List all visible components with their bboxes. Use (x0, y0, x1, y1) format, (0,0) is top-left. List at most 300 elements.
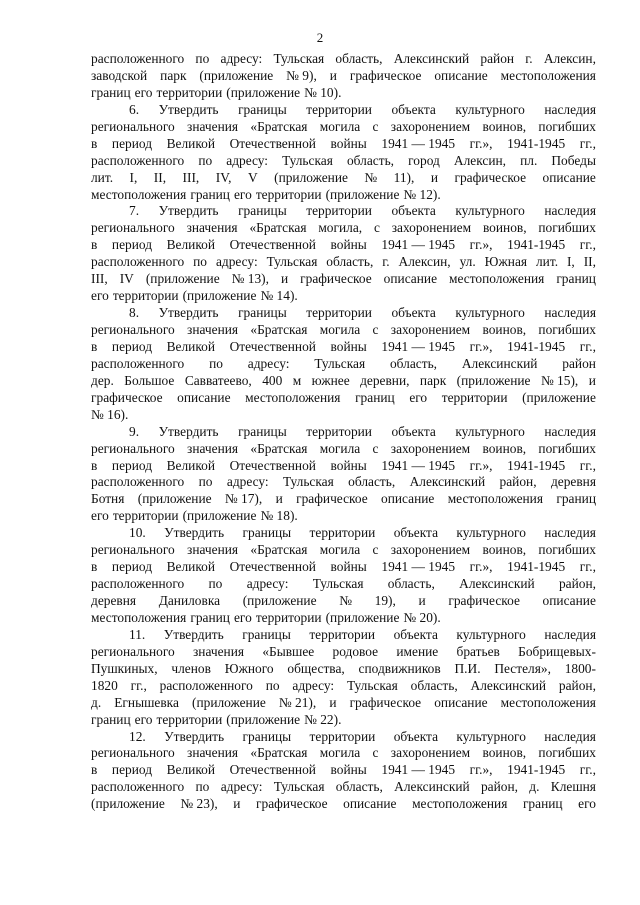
word: область, (326, 254, 374, 270)
word: адресу: (220, 779, 263, 795)
word: регионального (91, 643, 175, 659)
text-line (91, 322, 596, 339)
text-line (91, 85, 596, 102)
word: № 18). (260, 508, 298, 524)
word: Великой (166, 457, 216, 473)
word: Пестеля», (494, 660, 551, 676)
word: область, (410, 677, 458, 693)
word: гг.», (469, 762, 493, 778)
word: наследия (544, 305, 596, 321)
word: 8. (129, 305, 140, 321)
word: адресу: (246, 576, 289, 592)
word: границы (242, 728, 292, 744)
word: (приложение (182, 288, 257, 304)
word: гг.», (469, 559, 493, 575)
word: Великой (166, 762, 216, 778)
word: захоронением (390, 542, 471, 558)
word: с (372, 745, 379, 761)
text-line (91, 424, 596, 441)
word: Утвердить (164, 728, 225, 744)
word: район, (499, 474, 537, 490)
word: захоронением (390, 745, 471, 761)
word: наследия (544, 525, 596, 541)
word: 400 (262, 372, 283, 388)
text-line (91, 441, 596, 458)
word: (приложение (325, 186, 400, 202)
word: лит. (536, 254, 559, 270)
word: деревня (550, 474, 596, 490)
word: № 20). (403, 609, 441, 625)
word: лит. (91, 169, 114, 185)
word: «Братская (249, 220, 307, 236)
word: и (275, 491, 283, 507)
word: погибших (538, 322, 596, 337)
word: расположенного (159, 677, 253, 693)
word: область, (389, 355, 438, 371)
word: войны (330, 338, 367, 354)
word: 1941 — 1945 (381, 457, 456, 473)
text-line (91, 762, 596, 779)
word: I, (129, 169, 138, 185)
word: область, (346, 152, 395, 168)
word: (приложение (325, 609, 400, 625)
word: II, (583, 254, 596, 270)
word: Егнышевка (114, 694, 179, 710)
text-line (91, 491, 596, 508)
word: границы (238, 101, 287, 117)
word: войны (330, 559, 367, 575)
text-line (91, 68, 596, 85)
word: г. (525, 51, 533, 66)
word: территории (112, 508, 179, 524)
word: 1941-1945 (507, 762, 566, 778)
word: адресу: (226, 474, 269, 490)
word: 1941 — 1945 (381, 135, 456, 151)
word: регионального (91, 118, 175, 134)
word: область, (348, 474, 396, 490)
word: Отечественной (229, 237, 316, 253)
word: IV (119, 271, 134, 287)
text-line (91, 170, 596, 187)
word: гг.», (469, 457, 493, 473)
word: членов (171, 660, 211, 676)
word: воинов, (482, 440, 527, 456)
body-text (91, 51, 596, 813)
word: захоронением (390, 440, 471, 456)
text-line (91, 390, 596, 407)
word: захоронением (390, 118, 471, 134)
word: «Братская (250, 118, 308, 134)
word: объекта (391, 101, 436, 117)
word: Савватеево, (184, 372, 252, 388)
text-line (91, 796, 596, 813)
word: графическое (448, 593, 520, 608)
word: регионального (91, 322, 175, 337)
word: в (91, 338, 98, 354)
word: Победы (551, 152, 596, 168)
word: территории (156, 84, 223, 100)
word: по (265, 677, 280, 693)
word: адресу: (247, 355, 290, 371)
word: Отечественной (229, 762, 316, 778)
word: Тульская (266, 254, 318, 270)
word: Утвердить (158, 305, 219, 321)
word: по (195, 51, 210, 66)
word: погибших (538, 440, 596, 456)
word: Великой (166, 338, 216, 354)
text-line (91, 661, 596, 678)
text-line (91, 474, 596, 491)
word: (приложение (91, 796, 165, 812)
word: Алексинский (470, 677, 547, 693)
word: графическое (300, 271, 372, 287)
word: Тульская (273, 779, 325, 795)
word: территории (306, 203, 372, 219)
word: могила (319, 322, 361, 337)
word: и (233, 796, 241, 812)
word: гг.», (469, 338, 493, 354)
text-line (91, 220, 596, 237)
text-line (91, 525, 596, 542)
word: 10. (129, 525, 146, 541)
word: территории (309, 525, 376, 541)
word: (приложение (456, 372, 531, 388)
word: Клешня (550, 779, 596, 795)
word: 1941 — 1945 (381, 559, 456, 575)
word: 7. (129, 203, 140, 219)
word: IV, (215, 169, 232, 185)
word: (приложение (199, 67, 274, 83)
word: Алексинский (394, 779, 470, 795)
word: Пушкиных, (91, 660, 158, 676)
word: гг., (579, 135, 596, 151)
word: границы (242, 525, 292, 541)
word: наследия (544, 101, 596, 117)
word: город (408, 152, 440, 168)
word: братьев (456, 643, 500, 659)
word: войны (330, 457, 367, 473)
word: и (588, 372, 596, 388)
word: по (198, 474, 213, 490)
word: с (372, 440, 379, 456)
word: захоронением (390, 322, 471, 337)
word: местоположения (447, 491, 544, 507)
word: и (329, 67, 337, 83)
word: с (372, 322, 379, 337)
word: его (134, 84, 153, 100)
word: гг., (579, 559, 596, 575)
word: местоположения (412, 796, 508, 812)
word: № 12). (403, 186, 441, 202)
word: в (91, 762, 98, 778)
word: «Братская (250, 542, 308, 558)
word: 6. (129, 101, 140, 117)
text-line (91, 102, 596, 119)
word: 1941-1945 (507, 135, 566, 151)
word: Даниловка (158, 593, 221, 608)
word: значения (186, 220, 238, 236)
word: расположенного (91, 355, 185, 371)
word: пл. (520, 152, 538, 168)
word: район, (558, 576, 596, 592)
word: № 14). (260, 288, 298, 304)
word: 12. (129, 728, 146, 744)
text-line (91, 593, 596, 610)
word: границ (522, 796, 563, 812)
word: границы (238, 203, 287, 219)
text-line (91, 610, 596, 627)
word: описание (177, 389, 231, 405)
word: гг.», (469, 237, 493, 253)
word: 1941 — 1945 (381, 762, 456, 778)
text-line (91, 51, 596, 68)
text-line (91, 729, 596, 746)
text-line (91, 153, 596, 170)
word: расположенного (91, 254, 185, 270)
word: гг., (579, 237, 596, 253)
word: II, (153, 169, 167, 185)
word: погибших (538, 745, 596, 761)
word: с (373, 220, 380, 236)
word: Тульская (312, 576, 364, 592)
text-line (91, 559, 596, 576)
word: территории (255, 186, 322, 202)
word: описание (343, 796, 397, 812)
word: Алексин, (543, 51, 596, 66)
word: описание (434, 694, 488, 710)
word: Утвердить (158, 423, 219, 439)
text-line (91, 779, 596, 796)
word: графическое (349, 694, 422, 710)
word: территории (306, 101, 372, 117)
word: наследия (544, 423, 596, 439)
word: значения (187, 322, 239, 337)
word: воинов, (482, 322, 527, 337)
word: парк (419, 372, 447, 388)
word: г. (382, 254, 390, 270)
word: III, (91, 271, 108, 287)
word: адресу: (292, 677, 335, 693)
word: территории (112, 288, 179, 304)
text-line (91, 695, 596, 712)
word: в (91, 237, 98, 253)
word: его (91, 508, 109, 524)
word: Большое (124, 372, 175, 388)
word: графическое (349, 67, 422, 83)
word: I, (566, 254, 575, 270)
word: по (198, 152, 213, 168)
word: объекта (391, 305, 436, 321)
word: территории (306, 305, 372, 321)
word: адресу: (220, 51, 263, 66)
word: объекта (393, 728, 439, 744)
word: № 21), (278, 694, 317, 710)
word: Великой (166, 135, 216, 151)
word: могила (319, 118, 361, 134)
word: могила (319, 542, 361, 558)
word: войны (330, 135, 367, 151)
word: воинов, (482, 118, 527, 134)
word: регионального (91, 220, 175, 236)
word: воинов, (482, 542, 527, 558)
word: (приложение (145, 271, 220, 287)
word: область, (387, 576, 435, 592)
word: его (233, 186, 252, 202)
word: район (562, 355, 596, 371)
word: период (111, 338, 153, 354)
word: войны (330, 762, 367, 778)
word: Отечественной (229, 559, 316, 575)
word: Тульская (282, 152, 333, 168)
word: могила, (318, 220, 363, 236)
word: культурного (455, 203, 525, 219)
word: графическое (296, 491, 368, 507)
word: объекта (391, 203, 436, 219)
word: 1941-1945 (507, 559, 566, 575)
word: Южная (484, 254, 528, 270)
word: деревня (91, 593, 137, 608)
word: «Братская (250, 440, 308, 456)
word: и (329, 694, 337, 710)
word: район (480, 51, 515, 66)
word: Алексин, (453, 152, 506, 168)
word: по (209, 355, 223, 371)
word: наследия (544, 728, 596, 744)
word: Тульская (283, 474, 334, 490)
word: деревни, (360, 372, 410, 388)
word: период (111, 237, 153, 253)
page-number: 2 (316, 30, 324, 45)
text-line (91, 627, 596, 644)
word: и (418, 593, 426, 608)
word: расположенного (91, 779, 185, 795)
word: 11), (393, 169, 415, 185)
word: описание (542, 593, 596, 608)
word: период (111, 559, 153, 575)
text-line (91, 508, 596, 525)
word: (приложение (274, 169, 348, 185)
text-line (91, 373, 596, 390)
word: описание (383, 271, 438, 287)
word: область, (335, 51, 383, 66)
word: район, (480, 779, 518, 795)
word: наследия (544, 626, 596, 642)
word: Утвердить (163, 626, 224, 642)
word: могила (319, 745, 361, 761)
word: захоронением (391, 220, 472, 236)
word: в (91, 457, 98, 473)
word: его (134, 711, 153, 727)
word: культурного (456, 525, 526, 541)
text-line (91, 187, 596, 204)
word: культурного (456, 626, 526, 642)
word: территории (309, 728, 376, 744)
word: гг., (579, 457, 596, 473)
word: регионального (91, 745, 175, 761)
word: погибших (538, 542, 596, 558)
word: местоположения (91, 186, 187, 202)
word: № 15), (540, 372, 579, 388)
text-line (91, 712, 596, 729)
word: гг., (130, 677, 147, 693)
word: границ (355, 389, 395, 405)
word: адресу: (226, 152, 269, 168)
word: его (233, 609, 252, 625)
word: Алексин, (398, 254, 451, 270)
word: № (339, 593, 352, 608)
word: Великой (166, 237, 216, 253)
word: воинов, (482, 220, 527, 236)
word: ул. (459, 254, 476, 270)
word: № (364, 169, 378, 185)
word: границы (238, 423, 287, 439)
word: 1941 — 1945 (381, 338, 456, 354)
text-line (91, 305, 596, 322)
word: воинов, (482, 745, 527, 761)
word: П.И. (454, 660, 481, 676)
word: (приложение (137, 491, 212, 507)
word: 9. (129, 423, 140, 439)
text-line (91, 356, 596, 373)
word: 1941 — 1945 (381, 237, 456, 253)
word: д. (529, 779, 540, 795)
text-line (91, 644, 596, 661)
word: местоположения (500, 67, 596, 83)
word: могила (319, 440, 361, 456)
word: графическое (454, 169, 527, 185)
word: регионального (91, 440, 175, 456)
word: южнее (311, 372, 350, 388)
word: «Братская (250, 322, 308, 337)
word: № 9), (286, 67, 317, 83)
word: заводской (91, 67, 148, 83)
word: Алексинский (461, 355, 538, 371)
text-line (91, 288, 596, 305)
word: Утвердить (164, 525, 225, 541)
word: м (292, 372, 302, 388)
word: район, (558, 677, 596, 693)
word: Отечественной (229, 457, 316, 473)
word: гг., (579, 762, 596, 778)
text-line (91, 458, 596, 475)
word: Алексинский (393, 51, 470, 66)
word: общества, (287, 660, 345, 676)
word: границ (91, 84, 131, 100)
word: местоположения (449, 271, 545, 287)
word: Отечественной (229, 135, 316, 151)
word: местоположения (500, 694, 596, 710)
word: имение (396, 643, 439, 659)
word: границ (190, 186, 230, 202)
word: описание (542, 169, 596, 185)
word: графическое (91, 389, 163, 405)
word: погибших (538, 118, 596, 134)
word: расположенного (91, 51, 185, 66)
word: значения (187, 745, 239, 761)
word: границ (91, 711, 131, 727)
text-line (91, 237, 596, 254)
word: родовое (332, 643, 379, 659)
word: дер. (91, 372, 114, 388)
word: границ (556, 491, 596, 507)
word: границ (556, 271, 596, 287)
word: 1941-1945 (507, 237, 566, 253)
word: Великой (166, 559, 216, 575)
word: территории (441, 389, 508, 405)
word: Алексинский (409, 474, 486, 490)
word: сподвижников (358, 660, 441, 676)
word: 1941-1945 (507, 338, 566, 354)
